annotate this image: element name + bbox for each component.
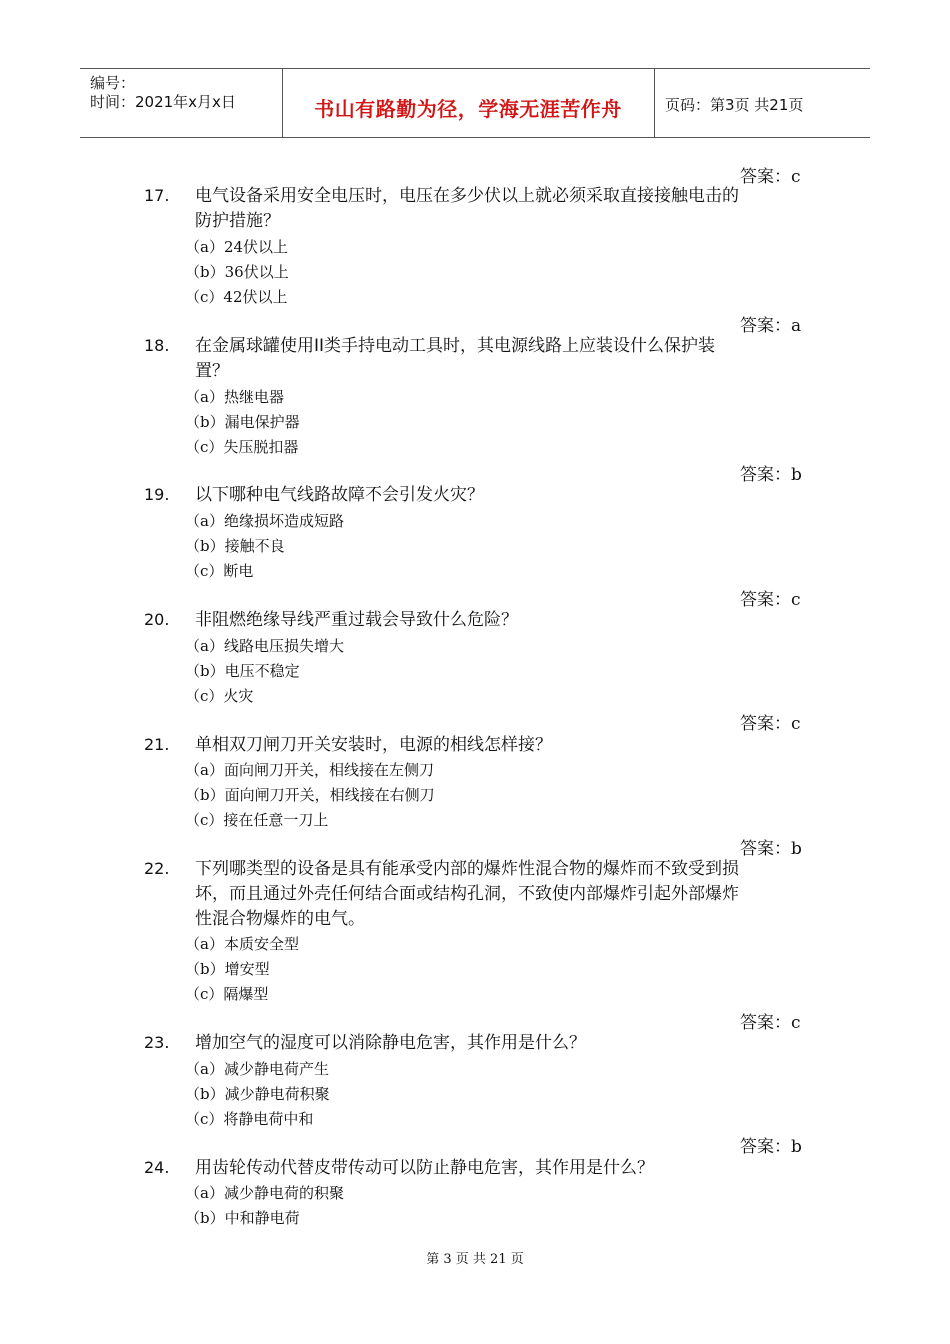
option: （b）36伏以上	[185, 263, 289, 281]
question-text	[195, 857, 810, 932]
option: （c）隔爆型	[185, 985, 269, 1003]
header-motto-cell	[282, 69, 655, 137]
option: （c）火灾	[185, 687, 254, 705]
option: （a）减少静电荷产生	[185, 1060, 329, 1078]
question-line: 性混合物爆炸的电气。	[195, 909, 365, 929]
answer-value: c	[791, 714, 801, 734]
answer-label: 答案：	[740, 590, 791, 610]
header-page-cell	[655, 69, 870, 137]
question-text	[195, 1156, 810, 1181]
answer-line	[740, 1008, 801, 1033]
page-footer: 第 3 页 共 21 页	[426, 1252, 524, 1267]
question-number: 18.	[144, 336, 170, 355]
date-label: 时间：2021年x月x日	[90, 93, 236, 111]
answer-label: 答案：	[740, 1137, 791, 1157]
question-number: 17.	[144, 186, 170, 205]
answer-value: c	[791, 167, 801, 187]
motto: 书山有路勤为径，学海无涯苦作舟	[314, 97, 622, 121]
question-line: 非阻燃绝缘导线严重过载会导致什么危险？	[195, 610, 518, 630]
option: （c）失压脱扣器	[185, 438, 299, 456]
answer-value: a	[791, 316, 802, 336]
question-text	[195, 608, 810, 633]
answer-value: c	[791, 590, 801, 610]
answer-value: c	[791, 1013, 801, 1033]
answer-value: b	[791, 465, 802, 485]
question-text	[195, 184, 810, 234]
answer-label: 答案：	[740, 465, 791, 485]
option: （c）接在任意一刀上	[185, 811, 329, 829]
option: （a）24伏以上	[185, 238, 289, 256]
option: （a）绝缘损坏造成短路	[185, 512, 344, 530]
answer-line	[740, 585, 801, 610]
question-number: 19.	[144, 485, 170, 504]
answer-label: 答案：	[740, 167, 791, 187]
question-text	[195, 1031, 810, 1056]
answer-label: 答案：	[740, 1013, 791, 1033]
question-number: 20.	[144, 610, 170, 629]
option: （a）本质安全型	[185, 935, 299, 953]
question-line: 在金属球罐使用II类手持电动工具时，其电源线路上应装设什么保护装	[195, 336, 716, 356]
question-text	[195, 483, 810, 508]
option: （b）中和静电荷	[185, 1209, 300, 1227]
question-number: 24.	[144, 1158, 170, 1177]
page-info: 页码：第3页 共21页	[665, 96, 804, 114]
question-number: 22.	[144, 859, 170, 878]
question-line: 防护措施？	[195, 211, 280, 231]
option: （c）42伏以上	[185, 288, 288, 306]
option: （a）减少静电荷的积聚	[185, 1184, 344, 1202]
question-line: 用齿轮传动代替皮带传动可以防止静电危害，其作用是什么？	[195, 1158, 654, 1178]
question-text	[195, 733, 810, 758]
option: （a）线路电压损失增大	[185, 637, 344, 655]
option: （b）电压不稳定	[185, 662, 300, 680]
option: （b）面向闸刀开关，相线接在右侧刀	[185, 786, 435, 804]
question-line: 下列哪类型的设备是具有能承受内部的爆炸性混合物的爆炸而不致受到损	[195, 859, 739, 879]
answer-label: 答案：	[740, 714, 791, 734]
option: （a）面向闸刀开关，相线接在左侧刀	[185, 761, 434, 779]
answer-line	[740, 709, 801, 734]
answer-line	[740, 1132, 802, 1157]
question-line: 增加空气的湿度可以消除静电危害，其作用是什么？	[195, 1033, 586, 1053]
option: （b）减少静电荷积聚	[185, 1085, 330, 1103]
option: （b）漏电保护器	[185, 413, 300, 431]
question-line: 以下哪种电气线路故障不会引发火灾？	[195, 485, 484, 505]
question-text	[195, 334, 810, 384]
answer-line	[740, 311, 801, 336]
option: （c）断电	[185, 562, 254, 580]
option: （c）将静电荷中和	[185, 1110, 314, 1128]
question-line: 电气设备采用安全电压时，电压在多少伏以上就必须采取直接接触电击的	[195, 186, 739, 206]
question-number: 23.	[144, 1033, 170, 1052]
code-label: 编号：	[90, 74, 136, 92]
header-info-cell	[80, 69, 283, 137]
question-line: 单相双刀闸刀开关安装时，电源的相线怎样接？	[195, 735, 552, 755]
question-line: 置？	[195, 361, 229, 381]
document-header	[80, 68, 870, 138]
question-line: 坏，而且通过外壳任何结合面或结构孔洞，不致使内部爆炸引起外部爆炸	[195, 884, 739, 904]
answer-label: 答案：	[740, 839, 791, 859]
answer-line	[740, 834, 802, 859]
answer-value: b	[791, 839, 802, 859]
option: （b）增安型	[185, 960, 270, 978]
answer-value: b	[791, 1137, 802, 1157]
option: （b）接触不良	[185, 537, 285, 555]
question-number: 21.	[144, 735, 170, 754]
option: （a）热继电器	[185, 388, 284, 406]
answer-label: 答案：	[740, 316, 791, 336]
answer-line	[740, 460, 802, 485]
